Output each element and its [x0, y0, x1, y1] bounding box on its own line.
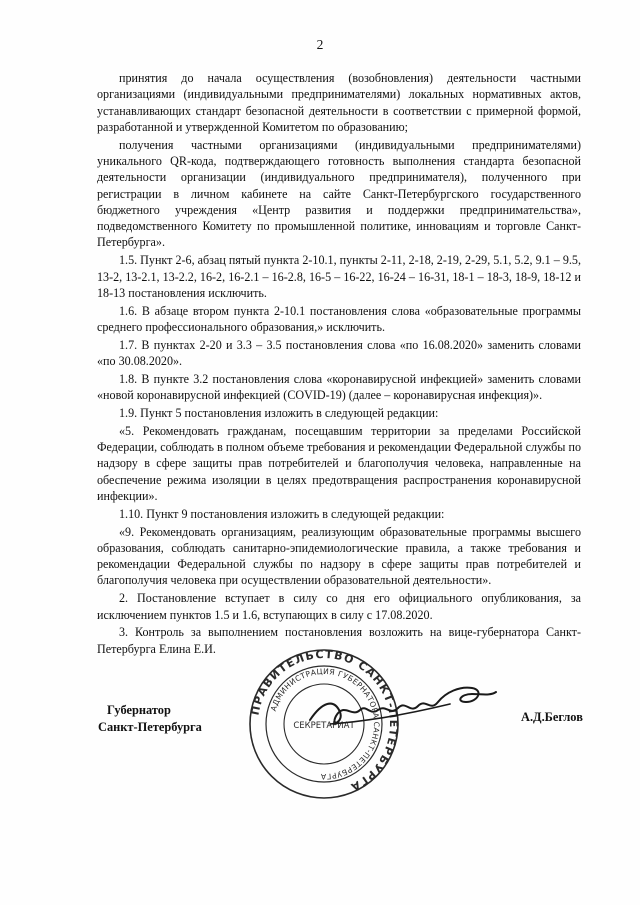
paragraph-11: 2. Постановление вступает в силу со дня его официального опубликования, за исключением пунктов 1.5 и 1.6, вступающих в силу с 17.08.2020. [97, 591, 581, 622]
stamp-inner-text: АДМИНИСТРАЦИЯ ГУБЕРНАТОРА САНКТ-ПЕТЕРБУРГА [268, 666, 382, 782]
paragraph-3: 1.5. Пункт 2-6, абзац пятый пункта 2-10.1, пункты 2-11, 2-18, 2-19, 2-29, 5.1, 5.2, 9.1 – 9.5, 13-2, 13-2.1, 13-2.2, 16-2, 16-2.1 – 16-2.8, 16-5 – 16-22, 16-24 – 16-31, 18-1 – 18-3, 18-9, 18-12 и 18-13 постановления исключить. [97, 253, 581, 300]
signatory-title-line2: Санкт-Петербурга [98, 720, 202, 734]
paragraph-9: 1.10. Пункт 9 постановления изложить в следующей редакции: [119, 506, 445, 521]
paragraph-4: 1.6. В абзаце втором пункта 2-10.1 постановления слова «образовательные программы среднего профессионального образования,» исключить. [97, 303, 581, 334]
paragraph-12: 3. Контроль за выполнением постановления возложить на вице-губернатора Санкт-Петербурга Елина Е.И. [97, 625, 581, 656]
stamp-center-text: СЕКРЕТАРИАТ [293, 721, 355, 731]
paragraph-2: получения частными организациями (индивидуальными предпринимателями) уникального QR-кода, подтверждающего готовность выполнения стандарта безопасной деятельности организации (индивидуального предпринимателя), полученного при регистрации в личном кабинете на сайте Санкт-Петербургского государственного бюджетного учреждения «Центр развития и поддержки предпринимательства», подведомственного Комитету по промышленной политике, инновациям и торговле Санкт-Петербурга». [97, 137, 581, 250]
paragraph-10: «9. Рекомендовать организациям, реализующим образовательные программы высшего образования, соблюдать санитарно-эпидемиологические правила, а также требования и рекомендации Федеральной службы по надзору в сфере защиты прав потребителей и благополучия человека при осуществлении образовательной деятельности». [97, 524, 581, 588]
handwritten-signature [300, 672, 500, 742]
document-body [97, 70, 581, 658]
paragraph-8: «5. Рекомендовать гражданам, посещавшим территории за пределами Российской Федерации, соблюдать в полном объеме требования и рекомендации Федеральной службы по надзору в сфере защиты прав потребителей и благополучия человека, направленные на обеспечение режима изоляции в целях предотвращения распространения коронавирусной инфекции». [97, 423, 581, 503]
signatory-name: А.Д.Беглов [521, 710, 583, 724]
signatory-title [98, 702, 202, 736]
paragraph-6: 1.8. В пункте 3.2 постановления слова «коронавирусной инфекцией» заменить словами «новой коронавирусной инфекцией (COVID-19) (далее – коронавирусная инфекция)». [97, 371, 581, 403]
signatory-title-line1: Губернатор [107, 703, 171, 717]
page-number: 2 [316, 37, 324, 52]
stamp-outer-text: ПРАВИТЕЛЬСТВО САНКТ-ПЕТЕРБУРГА [248, 648, 400, 795]
paragraph-7: 1.9. Пункт 5 постановления изложить в следующей редакции: [119, 405, 439, 420]
paragraph-5: 1.7. В пунктах 2-20 и 3.3 – 3.5 постановления слова «по 16.08.2020» заменить словами «по 30.08.2020». [97, 337, 581, 369]
paragraph-1: принятия до начала осуществления (возобновления) деятельности частными организациями (индивидуальными предпринимателями) локальных нормативных актов, устанавливающих стандарт безопасной деятельности в соответствии с примерной формой, разработанной и утвержденной Комитетом по образованию; [97, 71, 581, 134]
